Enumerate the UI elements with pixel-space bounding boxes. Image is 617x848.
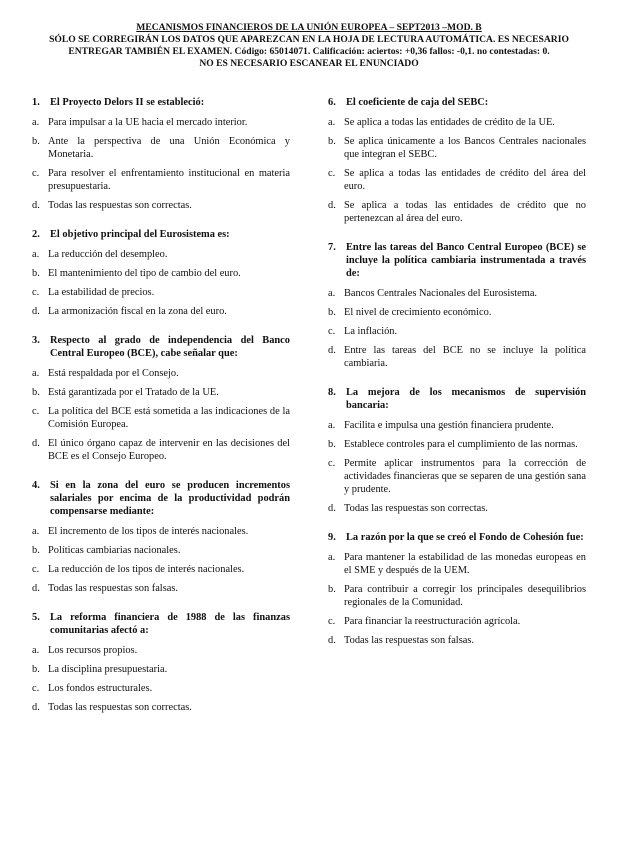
option-letter: d.	[32, 438, 40, 449]
option-letter: a.	[32, 526, 40, 537]
question-text: Entre las tareas del Banco Central Europeo (BCE) se incluye la política cambiaria instrumentada a través de:	[346, 242, 586, 279]
option-letter: d.	[32, 306, 40, 317]
option-letter: a.	[32, 249, 40, 260]
option-letter: b.	[32, 545, 40, 556]
option-letter: b.	[32, 664, 40, 675]
option-letter: a.	[328, 288, 336, 299]
question-number: 8.	[328, 387, 336, 398]
option-text: Está respaldada por el Consejo.	[48, 368, 179, 379]
option-text: Entre las tareas del BCE no se incluye la política cambiaria.	[344, 345, 586, 369]
answer-option	[328, 306, 586, 319]
question-text: Respecto al grado de independencia del Banco Central Europeo (BCE), cabe señalar que:	[50, 335, 290, 359]
option-text: Bancos Centrales Nacionales del Eurosistema.	[344, 288, 538, 299]
option-text: Establece controles para el cumplimiento de las normas.	[344, 439, 578, 450]
option-letter: d.	[32, 200, 40, 211]
exam-title: MECANISMOS FINANCIEROS DE LA UNIÓN EUROPEA – SEPT2013 –MOD. B	[136, 22, 482, 33]
answer-option	[328, 551, 586, 577]
question-title	[328, 531, 586, 544]
option-text: Para resolver el enfrentamiento institucional en materia presupuestaria.	[48, 168, 290, 192]
answer-option	[32, 367, 290, 380]
question-number: 4.	[32, 480, 40, 491]
option-letter: c.	[32, 406, 40, 417]
option-letter: c.	[32, 287, 40, 298]
question-6	[328, 96, 586, 225]
option-text: Para financiar la reestructuración agrícola.	[344, 616, 521, 627]
answer-option	[328, 325, 586, 338]
option-text: Para contribuir a corregir los principales desequilibrios regionales de la Comunidad.	[344, 584, 586, 608]
option-text: Para impulsar a la UE hacia el mercado interior.	[48, 117, 248, 128]
option-text: Está garantizada por el Tratado de la UE.	[48, 387, 219, 398]
answer-option	[32, 167, 290, 193]
option-text: La estabilidad de precios.	[48, 287, 155, 298]
answer-option	[32, 563, 290, 576]
answer-option	[32, 305, 290, 318]
question-number: 9.	[328, 532, 336, 543]
option-letter: c.	[328, 458, 336, 469]
exam-header	[24, 22, 594, 70]
option-text: La política del BCE está sometida a las indicaciones de la Comisión Europea.	[48, 406, 290, 430]
answer-option	[328, 167, 586, 193]
answer-option	[328, 634, 586, 647]
answer-option	[32, 286, 290, 299]
question-text: El Proyecto Delors II se estableció:	[50, 97, 205, 108]
question-title	[32, 228, 290, 241]
answer-option	[328, 419, 586, 432]
option-text: La inflación.	[344, 326, 398, 337]
question-title	[328, 241, 586, 280]
answer-option	[328, 502, 586, 515]
option-letter: b.	[328, 136, 336, 147]
question-text: La reforma financiera de 1988 de las finanzas comunitarias afectó a:	[50, 612, 290, 636]
question-number: 7.	[328, 242, 336, 253]
question-8	[328, 386, 586, 515]
option-text: La disciplina presupuestaria.	[48, 664, 168, 675]
answer-option	[32, 525, 290, 538]
option-text: Los fondos estructurales.	[48, 683, 153, 694]
question-number: 5.	[32, 612, 40, 623]
question-text: La razón por la que se creó el Fondo de Cohesión fue:	[346, 532, 584, 543]
option-letter: d.	[328, 345, 336, 356]
option-text: Los recursos propios.	[48, 645, 138, 656]
instructions-line-1: SÓLO SE CORREGIRÁN LOS DATOS QUE APAREZCAN EN LA HOJA DE LECTURA AUTOMÁTICA. ES NECESARIO	[49, 34, 569, 45]
option-letter: d.	[32, 702, 40, 713]
question-9	[328, 531, 586, 647]
answer-option	[328, 438, 586, 451]
option-letter: c.	[328, 168, 336, 179]
answer-option	[32, 544, 290, 557]
option-letter: c.	[32, 564, 40, 575]
option-text: La reducción de los tipos de interés nacionales.	[48, 564, 245, 575]
option-text: Permite aplicar instrumentos para la corrección de actividades financieras que se separen de una gestión sana y prudente.	[344, 458, 586, 495]
answer-option	[328, 199, 586, 225]
option-letter: b.	[32, 387, 40, 398]
option-letter: c.	[32, 168, 40, 179]
option-text: Se aplica a todas las entidades de crédito que no pertenezcan al área del euro.	[344, 200, 586, 224]
option-text: El incremento de los tipos de interés nacionales.	[48, 526, 249, 537]
option-letter: d.	[328, 635, 336, 646]
question-title	[32, 611, 290, 637]
option-letter: d.	[328, 503, 336, 514]
question-title	[32, 96, 290, 109]
option-letter: a.	[328, 117, 336, 128]
answer-option	[32, 682, 290, 695]
question-7	[328, 241, 586, 370]
option-text: Para mantener la estabilidad de las monedas europeas en el SME y después de la UEM.	[344, 552, 586, 576]
option-letter: b.	[328, 307, 336, 318]
answer-option	[328, 116, 586, 129]
option-text: Facilita e impulsa una gestión financiera prudente.	[344, 420, 554, 431]
option-text: El único órgano capaz de intervenir en las decisiones del BCE es el Consejo Europeo.	[48, 438, 290, 462]
question-4	[32, 479, 290, 595]
option-letter: c.	[328, 616, 336, 627]
right-column	[328, 96, 586, 663]
option-letter: c.	[32, 683, 40, 694]
option-text: El nivel de crecimiento económico.	[344, 307, 492, 318]
option-text: La reducción del desempleo.	[48, 249, 168, 260]
option-text: Todas las respuestas son correctas.	[48, 702, 192, 713]
option-text: Todas las respuestas son correctas.	[344, 503, 488, 514]
answer-option	[328, 457, 586, 496]
answer-option	[328, 583, 586, 609]
answer-option	[328, 615, 586, 628]
option-text: Ante la perspectiva de una Unión Económica y Monetaria.	[48, 136, 290, 160]
option-letter: d.	[328, 200, 336, 211]
answer-option	[32, 582, 290, 595]
option-text: Se aplica a todas las entidades de crédito del área del euro.	[344, 168, 586, 192]
question-title	[32, 334, 290, 360]
answer-option	[32, 248, 290, 261]
option-text: Todas las respuestas son correctas.	[48, 200, 192, 211]
question-title	[328, 96, 586, 109]
option-text: Todas las respuestas son falsas.	[344, 635, 474, 646]
answer-option	[328, 287, 586, 300]
answer-option	[328, 135, 586, 161]
option-letter: c.	[328, 326, 336, 337]
option-letter: a.	[32, 117, 40, 128]
answer-option	[32, 405, 290, 431]
question-title	[328, 386, 586, 412]
option-letter: d.	[32, 583, 40, 594]
option-letter: b.	[32, 136, 40, 147]
option-text: Todas las respuestas son falsas.	[48, 583, 178, 594]
option-letter: a.	[32, 645, 40, 656]
option-text: El mantenimiento del tipo de cambio del euro.	[48, 268, 241, 279]
question-1	[32, 96, 290, 212]
question-3	[32, 334, 290, 463]
option-letter: a.	[328, 420, 336, 431]
answer-option	[32, 437, 290, 463]
question-5	[32, 611, 290, 714]
question-number: 3.	[32, 335, 40, 346]
question-text: El coeficiente de caja del SEBC:	[346, 97, 489, 108]
option-text: Se aplica a todas las entidades de crédito de la UE.	[344, 117, 555, 128]
answer-option	[32, 386, 290, 399]
answer-option	[328, 344, 586, 370]
answer-option	[32, 135, 290, 161]
option-letter: b.	[32, 268, 40, 279]
question-text: El objetivo principal del Eurosistema es:	[50, 229, 230, 240]
answer-option	[32, 644, 290, 657]
question-text: Si en la zona del euro se producen incrementos salariales por encima de la productividad podrán compensarse mediante:	[50, 480, 290, 517]
answer-option	[32, 116, 290, 129]
answer-option	[32, 199, 290, 212]
option-text: Políticas cambiarias nacionales.	[48, 545, 181, 556]
option-text: Se aplica únicamente a los Bancos Centrales nacionales que integran el SEBC.	[344, 136, 586, 160]
option-letter: a.	[32, 368, 40, 379]
question-2	[32, 228, 290, 318]
instructions-line-2: ENTREGAR TAMBIÉN EL EXAMEN. Código: 65014071. Calificación: aciertos: +0,36 fallos: -0,1. no contestadas: 0.	[68, 46, 550, 57]
question-number: 2.	[32, 229, 40, 240]
option-letter: b.	[328, 584, 336, 595]
answer-option	[32, 701, 290, 714]
instructions-line-3: NO ES NECESARIO ESCANEAR EL ENUNCIADO	[199, 58, 419, 69]
question-number: 6.	[328, 97, 336, 108]
option-letter: b.	[328, 439, 336, 450]
option-letter: a.	[328, 552, 336, 563]
question-number: 1.	[32, 97, 40, 108]
left-column	[32, 96, 290, 730]
answer-option	[32, 267, 290, 280]
answer-option	[32, 663, 290, 676]
question-text: La mejora de los mecanismos de supervisión bancaria:	[346, 387, 586, 411]
option-text: La armonización fiscal en la zona del euro.	[48, 306, 227, 317]
question-title	[32, 479, 290, 518]
